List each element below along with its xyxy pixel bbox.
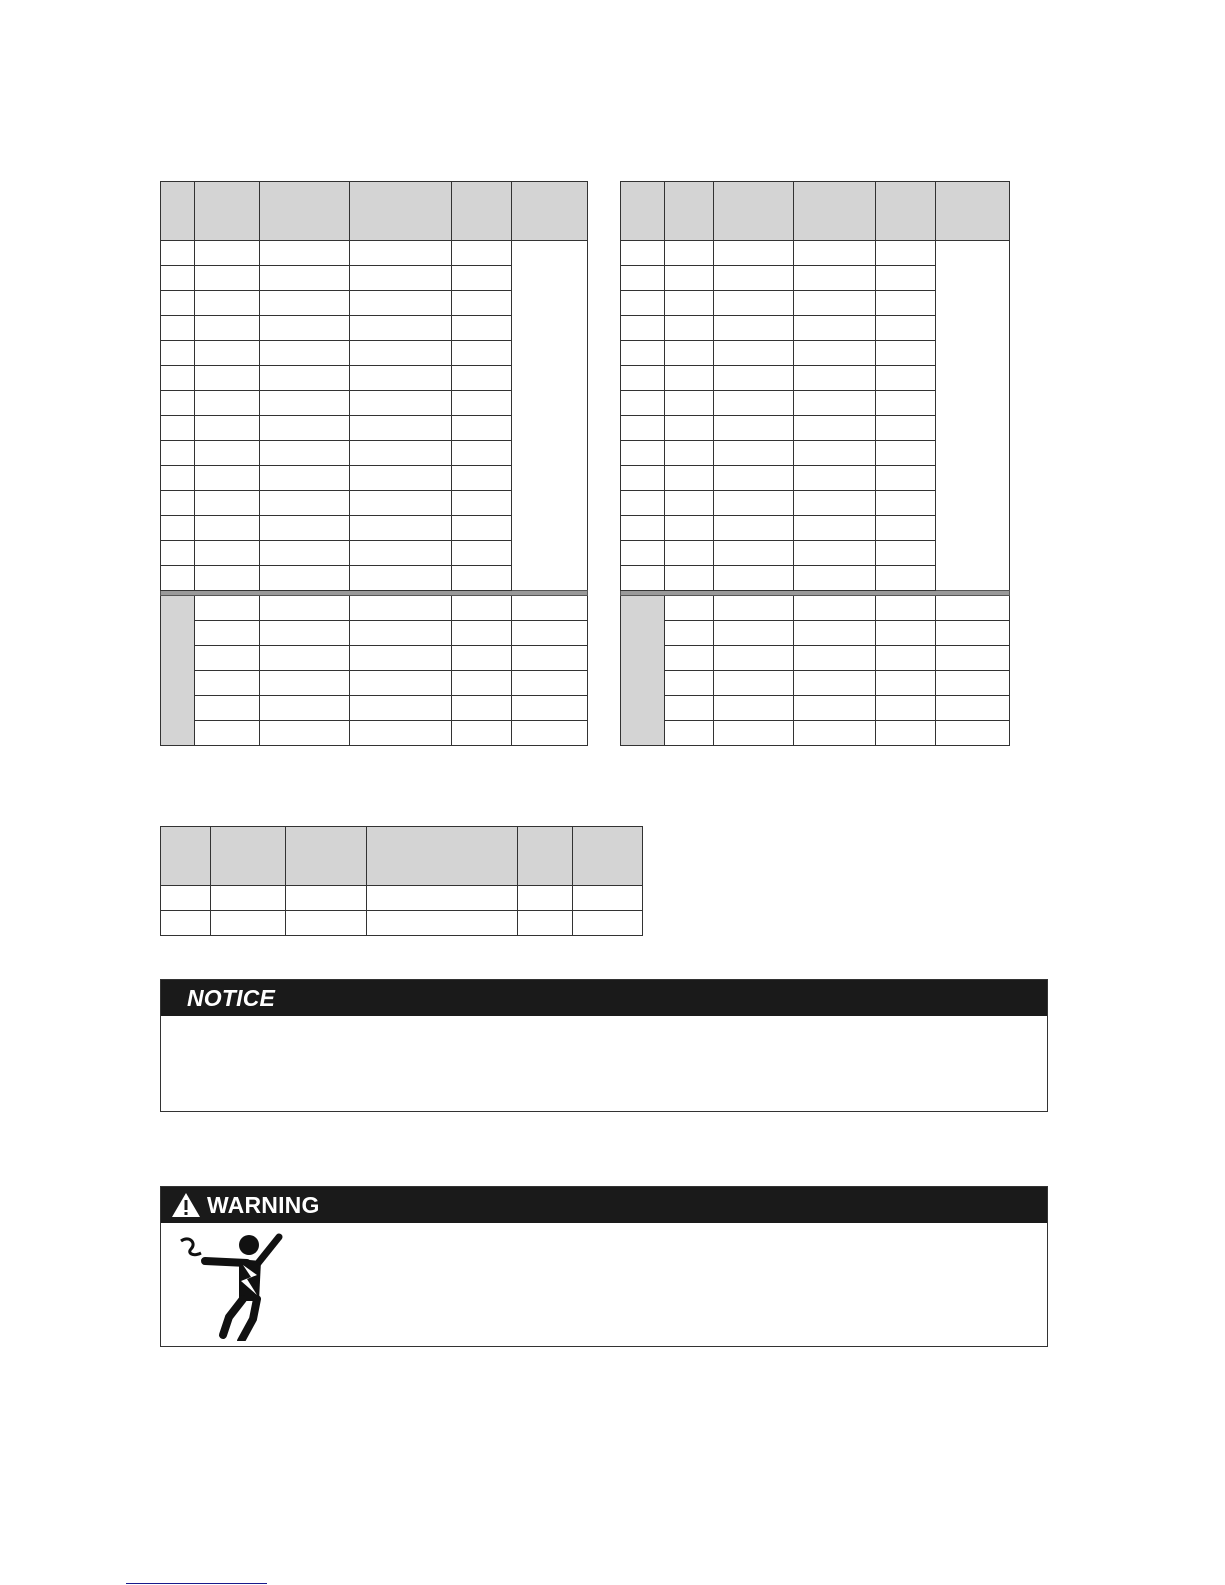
table-cell <box>195 596 260 621</box>
table-cell <box>621 241 665 266</box>
table-cell <box>876 391 936 416</box>
table-cell <box>573 911 643 936</box>
warning-box <box>160 1186 1048 1347</box>
table-cell <box>260 416 350 441</box>
table-cell <box>876 441 936 466</box>
table-cell <box>260 671 350 696</box>
table-cell <box>621 266 665 291</box>
table-row <box>161 441 588 466</box>
table-cell <box>195 416 260 441</box>
table-cell <box>195 646 260 671</box>
table-cell <box>452 491 512 516</box>
header-cell <box>512 182 588 241</box>
table-cell <box>161 566 195 591</box>
table-cell <box>665 466 714 491</box>
table-cell <box>452 291 512 316</box>
table-cell <box>714 516 794 541</box>
table-cell <box>260 596 350 621</box>
table-cell <box>621 541 665 566</box>
table-cell <box>794 566 876 591</box>
table-cell <box>714 316 794 341</box>
table-row <box>621 241 1010 266</box>
header-cell <box>573 827 643 886</box>
table-cell <box>665 646 714 671</box>
table-cell <box>714 671 794 696</box>
table-row <box>621 491 1010 516</box>
table-cell <box>195 541 260 566</box>
table-cell <box>665 441 714 466</box>
table-cell <box>161 886 211 911</box>
table-cell <box>367 886 518 911</box>
table-cell <box>665 416 714 441</box>
header-cell <box>161 827 211 886</box>
table-cell <box>512 671 588 696</box>
table-cell <box>794 366 876 391</box>
table-row <box>161 366 588 391</box>
table-cell <box>350 721 452 746</box>
table-row <box>161 466 588 491</box>
table-cell <box>714 266 794 291</box>
table-cell <box>794 266 876 291</box>
table-cell <box>195 391 260 416</box>
table-row <box>621 541 1010 566</box>
table-cell <box>452 566 512 591</box>
table-row <box>161 646 588 671</box>
table-cell <box>621 316 665 341</box>
table-cell <box>195 721 260 746</box>
table-cell <box>350 266 452 291</box>
table-row <box>161 416 588 441</box>
table-cell <box>621 341 665 366</box>
table-cell <box>665 621 714 646</box>
table-cell <box>161 441 195 466</box>
table-cell <box>512 621 588 646</box>
table-cell <box>936 596 1010 621</box>
table-cell <box>714 646 794 671</box>
table-cell <box>518 886 573 911</box>
table-cell <box>794 241 876 266</box>
table-cell <box>211 911 286 936</box>
table-cell <box>794 516 876 541</box>
header-cell <box>211 827 286 886</box>
table-row <box>621 566 1010 591</box>
table-cell <box>260 341 350 366</box>
table-cell <box>794 416 876 441</box>
header-cell <box>714 182 794 241</box>
warning-header <box>161 1187 1047 1223</box>
table-cell <box>260 491 350 516</box>
table-cell <box>714 621 794 646</box>
table-cell <box>195 466 260 491</box>
table-cell <box>452 596 512 621</box>
header-cell <box>665 182 714 241</box>
table-cell <box>512 696 588 721</box>
table-cell <box>260 266 350 291</box>
table-cell <box>350 341 452 366</box>
table-row <box>621 696 1010 721</box>
spec-table-left <box>160 181 588 746</box>
alert-triangle-icon <box>171 1192 201 1218</box>
header-cell <box>452 182 512 241</box>
table-body <box>161 886 643 936</box>
table-row <box>161 621 588 646</box>
table-cell <box>714 721 794 746</box>
table-row <box>161 541 588 566</box>
table-cell <box>260 316 350 341</box>
group-label-cell <box>161 596 195 746</box>
header-cell <box>260 182 350 241</box>
table-cell <box>876 241 936 266</box>
table-row <box>621 671 1010 696</box>
table-cell <box>452 416 512 441</box>
table-cell <box>260 541 350 566</box>
table-cell <box>794 596 876 621</box>
electrical-shock-hazard-icon <box>177 1231 287 1341</box>
table-cell <box>452 241 512 266</box>
table-cell <box>260 621 350 646</box>
table-row <box>161 241 588 266</box>
table-row <box>161 266 588 291</box>
table-cell <box>195 566 260 591</box>
table-cell <box>512 646 588 671</box>
table-cell <box>794 491 876 516</box>
table-cell <box>714 491 794 516</box>
table-cell <box>350 646 452 671</box>
table-cell <box>876 316 936 341</box>
table-cell <box>518 911 573 936</box>
header-cell <box>195 182 260 241</box>
table-row <box>621 416 1010 441</box>
table-cell <box>794 441 876 466</box>
table-cell <box>665 566 714 591</box>
table-cell <box>714 566 794 591</box>
table-body-top <box>161 241 588 591</box>
notice-box <box>160 979 1048 1112</box>
table-row <box>161 596 588 621</box>
table-cell <box>452 266 512 291</box>
table-cell <box>665 241 714 266</box>
table-cell <box>665 291 714 316</box>
table-cell <box>665 671 714 696</box>
table-cell <box>350 441 452 466</box>
table-cell <box>161 241 195 266</box>
table-cell <box>161 516 195 541</box>
header-cell <box>367 827 518 886</box>
table-cell <box>161 416 195 441</box>
table-header-row <box>621 182 1010 241</box>
table-cell <box>936 671 1010 696</box>
table-cell <box>936 621 1010 646</box>
table-cell <box>794 391 876 416</box>
table-row <box>161 291 588 316</box>
table-cell <box>195 696 260 721</box>
table-cell <box>260 241 350 266</box>
table-cell <box>665 491 714 516</box>
table-row <box>161 391 588 416</box>
table-cell <box>195 621 260 646</box>
table-cell <box>714 596 794 621</box>
table-cell <box>665 696 714 721</box>
table-cell <box>876 541 936 566</box>
table-cell <box>260 391 350 416</box>
group-label-cell <box>621 182 665 241</box>
spec-table-small <box>160 826 643 936</box>
table-cell <box>350 696 452 721</box>
header-cell <box>794 182 876 241</box>
table-cell <box>350 241 452 266</box>
table-row <box>161 341 588 366</box>
table-cell <box>350 291 452 316</box>
table-cell <box>794 341 876 366</box>
table-cell <box>350 566 452 591</box>
table-cell <box>876 341 936 366</box>
table-cell <box>161 316 195 341</box>
table-row <box>621 516 1010 541</box>
table-cell <box>876 466 936 491</box>
table-cell <box>621 291 665 316</box>
table-cell <box>195 366 260 391</box>
table-cell <box>452 646 512 671</box>
table-cell <box>794 291 876 316</box>
table-cell <box>794 721 876 746</box>
table-cell <box>621 391 665 416</box>
table-row <box>621 721 1010 746</box>
table-cell <box>195 266 260 291</box>
table-cell <box>665 516 714 541</box>
table-cell <box>161 366 195 391</box>
table-cell <box>195 341 260 366</box>
table-row <box>621 341 1010 366</box>
table-body-bottom <box>161 596 588 746</box>
table-cell <box>876 596 936 621</box>
table-cell <box>195 441 260 466</box>
table-cell <box>452 441 512 466</box>
table-row <box>621 366 1010 391</box>
table-cell <box>621 441 665 466</box>
table-row <box>621 441 1010 466</box>
table-row <box>161 886 643 911</box>
table-cell <box>161 391 195 416</box>
header-cell <box>936 182 1010 241</box>
table-cell <box>452 341 512 366</box>
group-label-cell <box>161 182 195 241</box>
table-row <box>621 316 1010 341</box>
table-row <box>161 566 588 591</box>
table-cell <box>161 911 211 936</box>
table-cell <box>452 316 512 341</box>
table-cell <box>195 316 260 341</box>
table-cell <box>794 646 876 671</box>
notice-header <box>161 980 1047 1016</box>
table-cell <box>665 366 714 391</box>
header-cell <box>876 182 936 241</box>
table-cell <box>573 886 643 911</box>
table-cell <box>714 441 794 466</box>
table-cell <box>794 316 876 341</box>
table-cell <box>452 516 512 541</box>
table-cell <box>195 491 260 516</box>
table-cell <box>876 566 936 591</box>
table-cell <box>260 441 350 466</box>
table-cell <box>876 266 936 291</box>
table-cell <box>876 671 936 696</box>
table-cell <box>714 541 794 566</box>
table-cell <box>714 291 794 316</box>
table-cell <box>621 466 665 491</box>
table-cell <box>714 391 794 416</box>
table-cell <box>452 541 512 566</box>
table-cell <box>350 466 452 491</box>
table-cell <box>665 721 714 746</box>
table-cell <box>260 696 350 721</box>
table-cell <box>794 621 876 646</box>
table-cell <box>714 416 794 441</box>
table-cell <box>714 696 794 721</box>
table-header-row <box>161 182 588 241</box>
table-cell <box>161 491 195 516</box>
table-cell <box>512 596 588 621</box>
table-cell <box>161 291 195 316</box>
table-row <box>161 671 588 696</box>
table-row <box>161 316 588 341</box>
group-label-cell <box>621 596 665 746</box>
table-cell <box>876 366 936 391</box>
table-cell <box>876 621 936 646</box>
table-cell <box>260 516 350 541</box>
table-cell <box>665 341 714 366</box>
table-cell <box>876 291 936 316</box>
table-cell <box>260 366 350 391</box>
table-cell <box>211 886 286 911</box>
table-cell <box>195 291 260 316</box>
notice-title: NOTICE <box>187 984 276 1011</box>
table-cell <box>876 646 936 671</box>
header-cell <box>518 827 573 886</box>
warning-title: WARNING <box>207 1191 320 1218</box>
table-cell <box>286 911 367 936</box>
table-cell <box>794 541 876 566</box>
table-row <box>621 391 1010 416</box>
table-cell <box>161 341 195 366</box>
table-cell <box>936 696 1010 721</box>
table-cell <box>350 516 452 541</box>
table-body-top <box>621 241 1010 591</box>
table-cell <box>195 516 260 541</box>
table-cell <box>350 416 452 441</box>
table-cell <box>350 621 452 646</box>
table-cell <box>161 541 195 566</box>
table-cell <box>452 366 512 391</box>
table-cell <box>452 696 512 721</box>
table-cell <box>714 341 794 366</box>
table-cell <box>621 516 665 541</box>
table-cell <box>350 596 452 621</box>
table-body-bottom <box>621 596 1010 746</box>
table-cell <box>452 721 512 746</box>
table-cell <box>195 671 260 696</box>
table-cell <box>260 466 350 491</box>
table-cell <box>794 671 876 696</box>
table-cell <box>936 646 1010 671</box>
table-cell <box>714 366 794 391</box>
table-row <box>161 516 588 541</box>
table-cell <box>621 366 665 391</box>
footer-link-underline <box>126 1583 267 1584</box>
table-cell <box>367 911 518 936</box>
table-row <box>621 646 1010 671</box>
table-cell <box>665 316 714 341</box>
table-cell <box>665 541 714 566</box>
table-cell <box>714 241 794 266</box>
table-row <box>621 621 1010 646</box>
table-cell <box>195 241 260 266</box>
table-row <box>621 466 1010 491</box>
table-cell <box>260 646 350 671</box>
table-row <box>161 696 588 721</box>
table-cell <box>621 566 665 591</box>
table-cell <box>350 316 452 341</box>
table-cell <box>876 516 936 541</box>
table-row <box>161 491 588 516</box>
table-cell <box>350 491 452 516</box>
table-cell <box>350 541 452 566</box>
table-cell <box>665 266 714 291</box>
table-cell <box>794 466 876 491</box>
table-cell <box>260 291 350 316</box>
table-row <box>621 266 1010 291</box>
table-cell <box>260 721 350 746</box>
table-cell <box>665 391 714 416</box>
table-cell <box>512 721 588 746</box>
table-cell <box>452 466 512 491</box>
table-cell <box>714 466 794 491</box>
table-row <box>621 596 1010 621</box>
header-cell <box>350 182 452 241</box>
table-row <box>161 721 588 746</box>
table-cell <box>286 886 367 911</box>
table-cell <box>876 491 936 516</box>
header-cell <box>286 827 367 886</box>
table-cell <box>452 621 512 646</box>
table-cell <box>350 366 452 391</box>
table-cell <box>350 391 452 416</box>
table-cell <box>452 391 512 416</box>
table-cell <box>876 416 936 441</box>
table-cell <box>260 566 350 591</box>
table-cell <box>876 696 936 721</box>
table-cell <box>621 416 665 441</box>
table-cell <box>161 266 195 291</box>
table-cell <box>350 671 452 696</box>
table-cell <box>794 696 876 721</box>
table-cell <box>936 721 1010 746</box>
table-row <box>161 911 643 936</box>
table-cell <box>876 721 936 746</box>
table-cell <box>665 596 714 621</box>
spec-table-right <box>620 181 1010 746</box>
table-cell <box>452 671 512 696</box>
table-header-row <box>161 827 643 886</box>
table-cell <box>161 466 195 491</box>
table-row <box>621 291 1010 316</box>
table-cell <box>621 491 665 516</box>
